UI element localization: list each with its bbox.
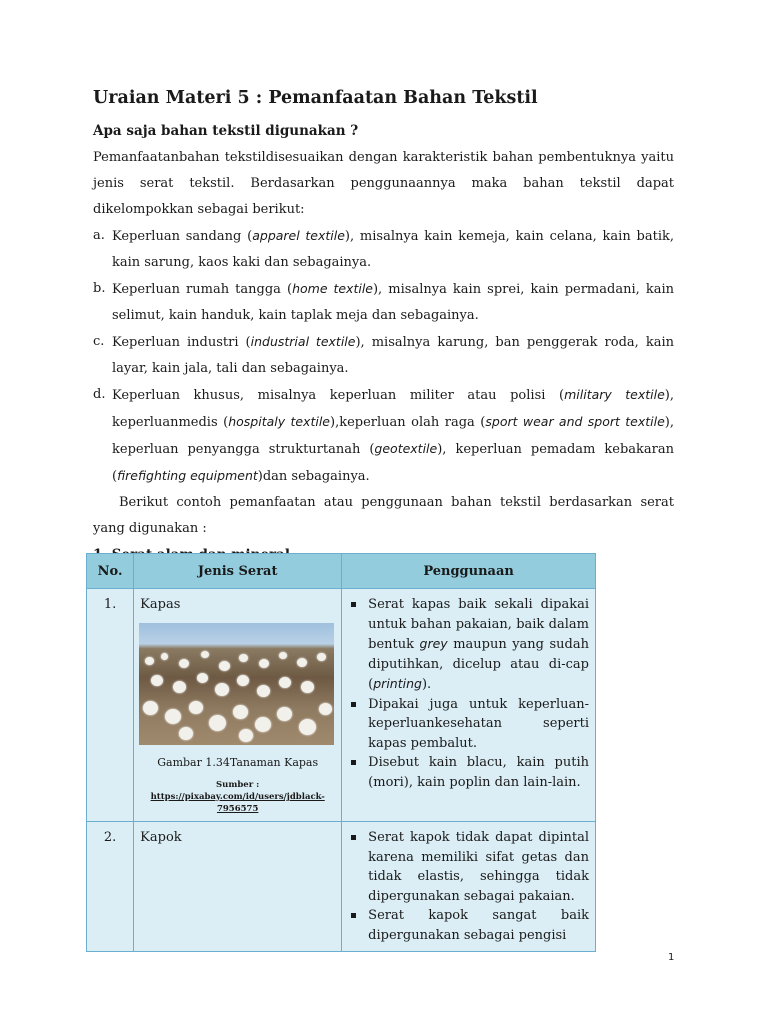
bullet-icon: [351, 760, 356, 765]
list-marker: d.: [93, 387, 106, 402]
list-item: [93, 223, 674, 276]
item-text: Keperluan sandang (: [112, 229, 253, 244]
col-header-jenis: Jenis Serat: [134, 554, 342, 589]
page-title: Uraian Materi 5 : Pemanfaatan Bahan Tekstil: [93, 88, 538, 108]
bullet-item: [348, 595, 589, 695]
usage-bullets: [348, 828, 589, 945]
item-text: ), misalnya kain kemeja, kain celana, kain batik, kain sarung, kaos kaki dan sebagainya.: [112, 229, 674, 270]
bullet-text: Dipakai juga untuk keperluan-keperluankesehatan seperti kapas pembalut.: [368, 696, 589, 751]
source-link[interactable]: https://pixabay.com/id/users/jdblack-7956575: [150, 792, 325, 814]
item-text: ),keperluan olah raga (: [330, 415, 486, 430]
item-term: hospitaly textile: [228, 414, 330, 429]
item-text: ), misalnya kain sprei, kain permadani, kain selimut, kain handuk, kain taplak meja dan sebagainya.: [112, 282, 674, 323]
outro-paragraph: Berikut contoh pemanfaatan atau penggunaan bahan tekstil berdasarkan serat yang digunakan :: [93, 495, 674, 536]
intro-paragraph: Pemanfaatanbahan tekstildisesuaikan dengan karakteristik bahan pembentuknya yaitu jenis serat tekstil. Berdasarkan penggunaannya maka bahan tekstil dapat dikelompokkan sebagai berikut:: [93, 150, 674, 217]
list-marker: b.: [93, 281, 106, 296]
page-number: 1: [668, 952, 675, 963]
item-text: Keperluan rumah tangga (: [112, 282, 293, 297]
item-term: sport wear and sport textile: [485, 414, 665, 429]
fiber-table: [86, 553, 596, 952]
cell-penggunaan: [342, 589, 596, 822]
item-term: apparel textile: [252, 228, 345, 243]
item-text: ), keperluan pemadam kebakaran (: [112, 442, 674, 484]
bullet-icon: [351, 913, 356, 918]
item-term: geotextile: [374, 441, 438, 456]
question-heading: Apa saja bahan tekstil digunakan ?: [93, 123, 359, 139]
bullet-item: [348, 906, 589, 945]
bullet-item: [348, 828, 589, 906]
item-text: Keperluan industri (: [112, 335, 251, 350]
table-header-row: [87, 554, 596, 589]
item-term: firefighting equipment: [117, 468, 258, 483]
item-text: )dan sebagainya.: [257, 469, 370, 484]
item-text: Keperluan khusus, misalnya keperluan militer atau polisi (: [112, 388, 565, 403]
item-term: military textile: [564, 387, 665, 402]
item-text: ), misalnya karung, ban penggerak roda, kain layar, kain jala, tali dan sebagainya.: [112, 335, 674, 376]
cell-jenis: [134, 589, 342, 822]
source-label: Sumber :: [216, 780, 260, 790]
cell-no: 2.: [87, 822, 134, 952]
item-term: industrial textile: [250, 334, 356, 349]
bullet-item: [348, 695, 589, 754]
item-text: ), keperluan penyangga strukturtanah (: [112, 415, 675, 457]
cotton-plant-image: [139, 623, 334, 745]
image-source: [140, 779, 335, 815]
cell-jenis: Kapok: [134, 822, 342, 952]
bullet-icon: [351, 835, 356, 840]
table-row: [87, 822, 596, 952]
bullet-item: [348, 753, 589, 792]
list-item: [93, 329, 674, 382]
bullet-text: maupun yang sudah diputihkan, dicelup atau di-cap (: [368, 637, 589, 692]
list-marker: a.: [93, 228, 105, 243]
bullet-icon: [351, 602, 356, 607]
usage-bullets: [348, 595, 589, 792]
item-text: ), keperluanmedis (: [112, 388, 674, 430]
cell-penggunaan: [342, 822, 596, 952]
bullet-text: ).: [421, 677, 432, 692]
image-caption: Gambar 1.34Tanaman Kapas: [157, 755, 319, 769]
bullet-term: grey: [419, 636, 448, 651]
col-header-penggunaan: Penggunaan: [342, 554, 596, 589]
bullet-term: printing: [373, 676, 422, 691]
col-header-no: No.: [87, 554, 134, 589]
list-marker: c.: [93, 334, 105, 349]
table-row: [87, 589, 596, 822]
list-item: [93, 276, 674, 329]
bullet-text: Serat kapok sangat baik dipergunakan sebagai pengisi: [368, 908, 589, 943]
bullet-icon: [351, 702, 356, 707]
usage-list: [93, 223, 674, 490]
fiber-name: Kapas: [140, 597, 181, 612]
bullet-text: Disebut kain blacu, kain putih (mori), kain poplin dan lain-lain.: [368, 755, 589, 790]
bullet-text: Serat kapas baik sekali dipakai untuk bahan pakaian, baik dalam bentuk: [368, 597, 589, 652]
bullet-text: Serat kapok tidak dapat dipintal karena memiliki sifat getas dan tidak elastis, sehingga tidak dipergunakan sebagai pakaian.: [368, 830, 589, 904]
item-term: home textile: [292, 281, 373, 296]
list-item: [93, 382, 674, 490]
document-body: [93, 86, 674, 568]
cell-no: 1.: [87, 589, 134, 822]
